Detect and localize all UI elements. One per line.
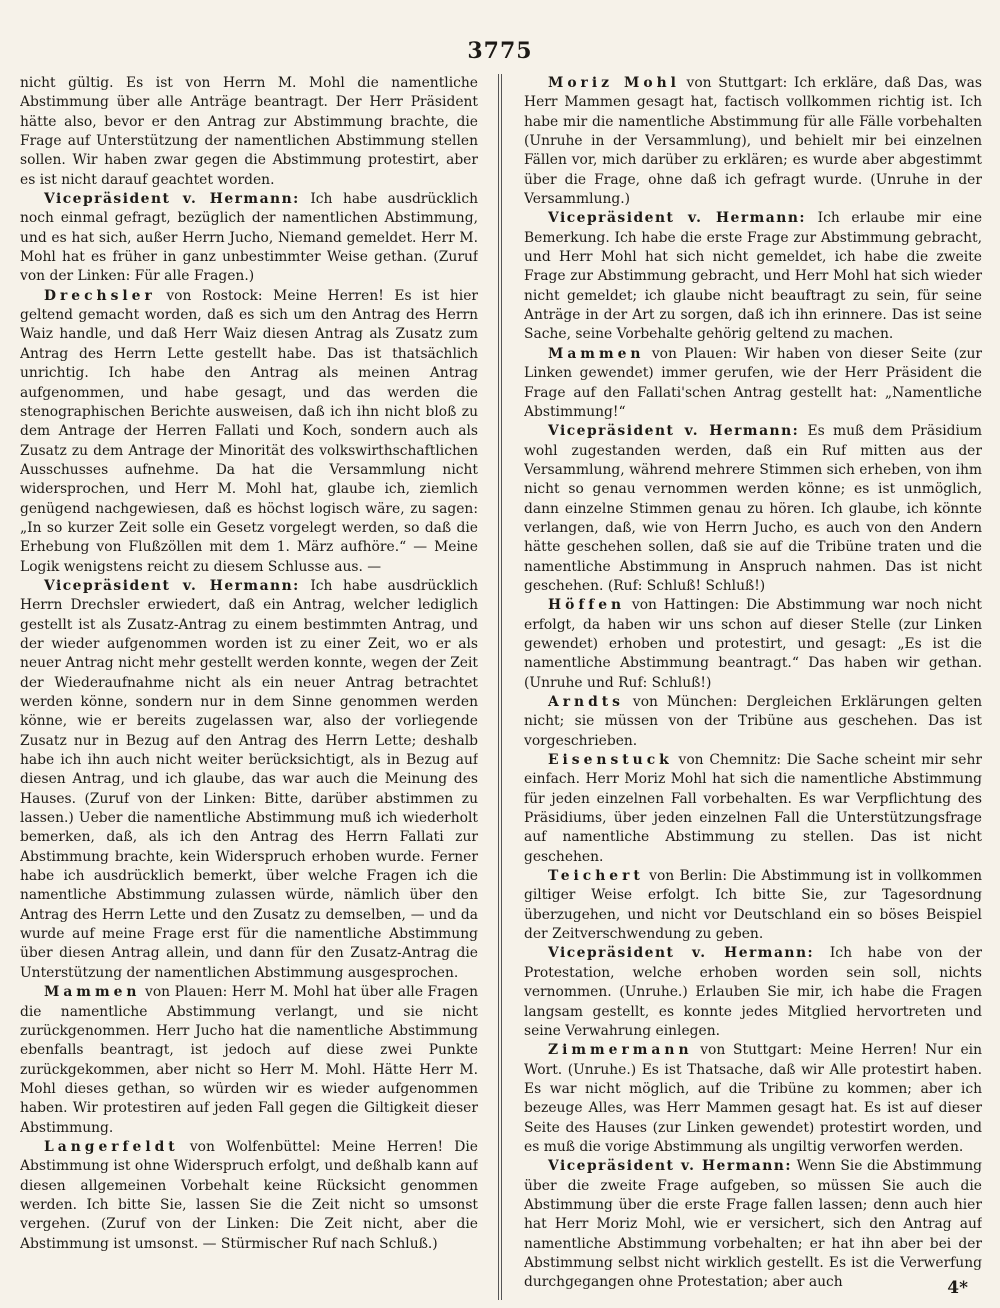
- speaker-name: Vicepräsident v. Hermann:: [548, 210, 807, 227]
- speaker-name: Zimmermann: [548, 1042, 693, 1059]
- speech-paragraph: [524, 1041, 982, 1157]
- speaker-name: Vicepräsident v. Hermann:: [44, 577, 300, 594]
- speaker-name: Vicepräsident v. Hermann:: [548, 945, 815, 962]
- speaker-name: Mammen: [44, 984, 141, 1001]
- speech-text: von Rostock: Meine Herren! Es ist hier geltend gemacht worden, daß es sich um den Antrag des Herrn Waiz handle, und daß Herr Waiz diesen Antrag als Zusatz zum Antrag des Herrn Lette gestellt habe. Das ist thatsächlich unrichtig. Ich habe den Antrag als meinen Antrag aufgenommen, und habe gesagt, und das werden die stenographischen Berichte ausweisen, daß ich ihn nicht bloß zu dem Antrage der Herren Fallati und Koch, sondern auch als Zusatz zu dem Antrage der Minorität des volkswirthschaftlichen Ausschusses aufnehme. Da hat die Versammlung nicht widersprochen, und Herr M. Mohl hat, glaube ich, ziemlich genügend nachgewiesen, daß es höchst logisch wäre, zu sagen: „In so kurzer Zeit solle ein Gesetz vorgelegt werden, so daß die Erhebung von Flußzöllen mit dem 1. März aufhöre.“ — Meine Logik wenigstens reicht zu diesem Schlusse aus. —: [20, 287, 478, 575]
- speech-paragraph: [524, 596, 982, 693]
- speech-text: von Stuttgart: Ich erkläre, daß Das, was Herr Mammen gesagt hat, factisch vollkommen richtig ist. Ich habe mir die namentliche Abstimmung für alle Fälle vorbehalten (Unruhe in der Versammlung), und behielt mir bei einzelnen Fällen vor, mich darüber zu erklären; es wurde aber abgestimmt über die Frage, ohne daß ich gefragt wurde. (Unruhe in der Versammlung.): [524, 75, 982, 208]
- speech-text: Ich habe ausdrücklich Herrn Drechsler erwiedert, daß ein Antrag, welcher lediglich gestellt ist als Zusatz-Antrag zu einem bestimmten Antrag, und der wieder aufgenommen worden ist zu einer Zeit, wo er als neuer Antrag nicht mehr gestellt werden konnte, wegen der Zeit der Wiederaufnahme nicht als ein neuer Antrag betrachtet werden könne, sondern nur in dem Sinne genommen werden könne, wie er bereits zugelassen war, also der vorliegende Zusatz nur in Bezug auf den Antrag des Herrn Lette; deshalb habe ich ihn auch nicht weiter berücksichtigt, als in Bezug auf diesen Antrag, und ich glaube, das war auch die Meinung des Hauses. (Zuruf von der Linken: Bitte, darüber abstimmen zu lassen.) Ueber die namentliche Abstimmung muß ich wiederholt bemerken, daß, als ich den Antrag des Herrn Fallati zur Abstimmung brachte, kein Widerspruch erhoben wurde. Ferner habe ich ausdrücklich bemerkt, über welche Fragen ich die namentliche Abstimmung zulassen würde, nämlich über den Antrag des Herrn Lette und den Zusatz zu demselben, — und da wurde auf meine Frage erst für die namentliche Abstimmung über diesen Antrag allein, und dann für den Zusatz-Antrag die Unterstützung der namentlichen Abstimmung ausgesprochen.: [20, 577, 478, 981]
- speech-text: Ich habe ausdrücklich noch einmal gefragt, bezüglich der namentlichen Abstimmung, und es hat sich, außer Herrn Jucho, Niemand gemeldet. Herr M. Mohl hat es früher in ganz unbestimmter Weise gethan. (Zuruf von der Linken: Für alle Fragen.): [20, 191, 478, 285]
- speech-text: Es muß dem Präsidium wohl zugestanden werden, daß ein Ruf mitten aus der Versammlung, während mehrere Stimmen sich erheben, von ihm nicht so genau vernommen werden könne; es ist unmöglich, dann einzelne Stimmen genau zu hören. Ich glaube, ich könnte verlangen, daß, wie von Herrn Jucho, es auch von den Andern hätte geschehen sollen, daß sie auf die Tribüne traten und die namentliche Abstimmung in Anspruch nahmen. Das ist nicht geschehen. (Ruf: Schluß! Schluß!): [524, 423, 982, 594]
- speaker-name: Vicepräsident v. Hermann:: [548, 423, 800, 440]
- speaker-name: Arndts: [548, 694, 624, 710]
- speech-paragraph: [20, 74, 478, 190]
- speech-paragraph: [20, 577, 478, 983]
- speech-paragraph: [524, 751, 982, 867]
- speech-text: Wenn Sie die Abstimmung über die zweite Frage aufgeben, so müssen Sie auch die Abstimmung über die erste Frage fallen lassen; denn auch hier hat Herr Moriz Mohl, wie er versichert, sich den Antrag auf namentliche Abstimmung vorbehalten; er hat ihn aber bei der Abstimmung selbst nicht wirklich gestellt. Es ist die Verwerfung durchgegangen ohne Protestation; aber auch: [524, 1158, 982, 1291]
- speech-paragraph: [524, 867, 982, 944]
- column-divider: [498, 74, 502, 1300]
- speech-paragraph: [524, 345, 982, 422]
- speaker-name: Vicepräsident v. Hermann:: [44, 191, 300, 208]
- speech-text: von Chemnitz: Die Sache scheint mir sehr einfach. Herr Moriz Mohl hat sich die namentliche Abstimmung für jeden einzelnen Fall vorbehalten. Es war Verpflichtung des Präsidiums, über jeden einzelnen Fall die Unterstützungsfrage auf namentliche Abstimmung zu stellen. Das ist nicht geschehen.: [524, 752, 982, 865]
- speech-paragraph: [524, 422, 982, 596]
- speech-text: von Stuttgart: Meine Herren! Nur ein Wort. (Unruhe.) Es ist Thatsache, daß wir Alle protestirt haben. Es war nicht möglich, auf die Tribüne zu kommen; aber ich bezeuge Alles, was Herr Mammen gesagt hat. Es ist auf dieser Seite des Hauses (zur Linken gewendet) protestirt worden, und es muß die vorige Abstimmung als ungiltig verworfen werden.: [524, 1042, 982, 1155]
- page-number: 3775: [467, 38, 533, 64]
- speech-text: von Plauen: Wir haben von dieser Seite (zur Linken gewendet) immer gerufen, wie der Herr Präsident die Frage auf den Fallati'schen Antrag gestellt hat: „Namentliche Abstimmung!“: [524, 345, 982, 420]
- speech-text: Ich habe von der Protestation, welche erhoben worden sein soll, nichts vernommen. (Unruhe.) Erlauben Sie mir, ich habe die Fragen langsam gestellt, es konnte jedes Mitglied hervortreten und seine Verwahrung einlegen.: [524, 945, 982, 1039]
- speech-paragraph: [524, 209, 982, 344]
- left-column: [20, 74, 478, 1300]
- speech-text: Ich erlaube mir eine Bemerkung. Ich habe die erste Frage zur Abstimmung gebracht, und Herr Mohl hat sich nicht gemeldet, ich habe die zweite Frage zur Abstimmung gebracht, und Herr Mohl hat sich wieder nicht gemeldet; ich glaube nicht beauftragt zu sein, für seine Anträge in der Art zu sorgen, daß ich ihn erinnere. Das ist seine Sache, seine Vorbehalte gehörig geltend zu machen.: [524, 210, 982, 343]
- speech-text: von Hattingen: Die Abstimmung war noch nicht erfolgt, da haben wir uns schon auf dieser Stelle (zur Linken gewendet) erhoben und protestirt, und gesagt: „Es ist die namentliche Abstimmung beantragt.“ Das haben wir gethan. (Unruhe und Ruf: Schluß!): [524, 597, 982, 691]
- speech-text: von Wolfenbüttel: Meine Herren! Die Abstimmung ist ohne Widerspruch erfolgt, und deßhalb kann auf diesen allgemeinen Vorbehalt keine Rücksicht genommen werden. Ich bitte Sie, lassen Sie die Zeit nicht so umsonst vergehen. (Zuruf von der Linken: Die Zeit nicht, aber die Abstimmung ist umsonst. — Stürmischer Ruf nach Schluß.): [20, 1138, 478, 1252]
- speaker-name: Vicepräsident v. Hermann:: [548, 1158, 792, 1175]
- speech-paragraph: [20, 190, 478, 287]
- speaker-name: Eisenstuck: [548, 752, 673, 769]
- speaker-name: Höffen: [548, 597, 626, 614]
- speech-paragraph: [20, 287, 478, 577]
- speech-text: von Berlin: Die Abstimmung ist in vollkommen giltiger Weise erfolgt. Ich bitte Sie, zur Tagesordnung überzugehen, und nicht vor Deutschland ein so böses Beispiel der Zeitverschwendung zu geben.: [524, 868, 982, 943]
- speech-paragraph: [524, 693, 982, 751]
- speech-paragraph: [524, 944, 982, 1041]
- speech-text: von Plauen: Herr M. Mohl hat über alle Fragen die namentliche Abstimmung verlangt, und sie nicht zurückgenommen. Herr Jucho hat die namentliche Abstimmung ebenfalls beantragt, ist jedoch auf diese zwei Punkte zurückgekommen, aber nicht so Herr M. Mohl. Hätte Herr M. Mohl dieses gethan, so würden wir es wieder aufgenommen haben. Wir protestiren auf jeden Fall gegen die Giltigkeit dieser Abstimmung.: [20, 984, 478, 1136]
- speech-text: nicht gültig. Es ist von Herrn M. Mohl die namentliche Abstimmung über alle Anträge beantragt. Der Herr Präsident hätte also, bevor er den Antrag zur Abstimmung brachte, die Frage auf Unterstützung der namentlichen Abstimmung stellen sollen. Wir haben zwar gegen die Abstimmung protestirt, aber es ist nicht darauf geachtet worden.: [20, 75, 478, 188]
- speaker-name: Langerfeldt: [44, 1138, 179, 1155]
- speaker-name: Moriz Mohl: [548, 75, 680, 91]
- speech-text: von München: Dergleichen Erklärungen gelten nicht; sie müssen von der Tribüne aus geschehen. Das ist vorgeschrieben.: [524, 694, 982, 749]
- speaker-name: Teichert: [548, 868, 644, 885]
- speech-paragraph: [524, 1157, 982, 1292]
- speaker-name: Drechsler: [44, 287, 156, 304]
- speech-paragraph: [20, 983, 478, 1138]
- sheet-signature: 4*: [947, 1278, 968, 1298]
- right-column: [524, 74, 982, 1300]
- speech-paragraph: [524, 74, 982, 209]
- speaker-name: Mammen: [548, 345, 645, 362]
- speech-paragraph: [20, 1138, 478, 1254]
